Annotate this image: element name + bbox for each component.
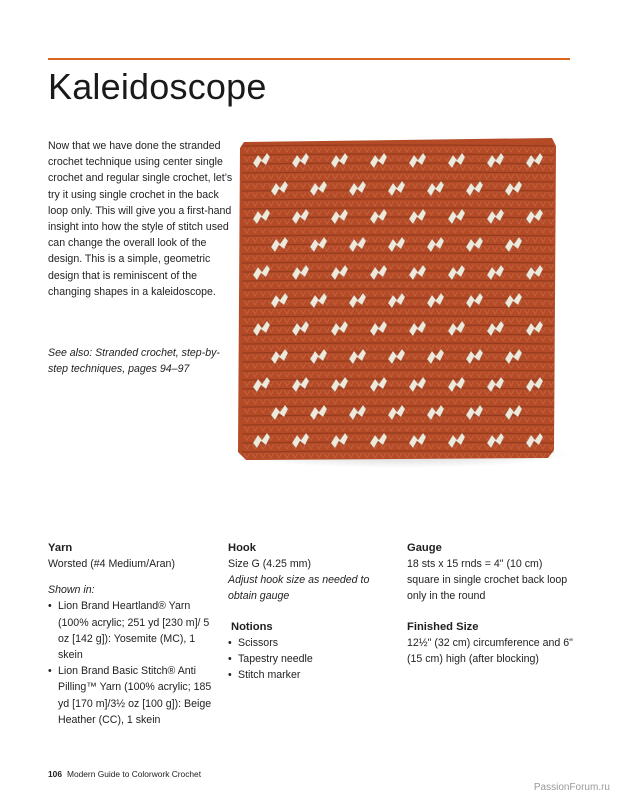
page-footer [48, 769, 201, 779]
finished-size-text: 12½" (32 cm) circumference and 6" (15 cm) high (after blocking) [407, 636, 573, 665]
notions-item: • Scissors [228, 635, 396, 651]
notions-item: • Stitch marker [228, 667, 396, 683]
hook-heading: Hook [228, 542, 256, 554]
hook-note: Adjust hook size as needed to obtain gauge [228, 574, 370, 603]
finished-size-heading: Finished Size [407, 620, 479, 633]
crochet-swatch-image [232, 132, 564, 468]
yarn-section [48, 540, 218, 728]
notions-list [228, 635, 396, 684]
yarn-heading: Yarn [48, 542, 73, 554]
intro-paragraph [48, 138, 233, 300]
intro-text: Now that we have done the stranded crochet technique using center single crochet and regular single crochet, let’s try it using single crochet in the back loop only. This will give you a first-hand insight into how the style of stitch used can change the overall look of the design. This is a simple, geometric design that is reminiscent of the changing shapes in a kaleidoscope. [48, 140, 233, 298]
see-also-note: See also: Stranded crochet, step-by-step techniques, pages 94–97 [48, 347, 220, 376]
shown-in-label: Shown in: [48, 584, 95, 597]
swatch-photo [232, 132, 564, 468]
yarn-list [48, 598, 218, 728]
notions-item: • Tapestry needle [228, 651, 396, 667]
gauge-heading: Gauge [407, 542, 442, 554]
book-title: Modern Guide to Colorwork Crochet [66, 769, 202, 779]
header-rule [48, 58, 570, 60]
page-title: Kaleidoscope [48, 66, 267, 107]
gauge-section [407, 540, 577, 667]
watermark: PassionForum.ru [533, 782, 610, 793]
yarn-item: • Lion Brand Basic Stitch® Anti Pilling™ Yarn (100% acrylic; 185 yd [170 m]/3½ oz [100 g]): Beige Heather (CC), 1 skein [48, 663, 218, 728]
hook-size: Size G (4.25 mm) [228, 558, 312, 570]
page-number: 106 [48, 769, 62, 779]
hook-section [228, 540, 396, 683]
notions-heading: Notions [231, 620, 273, 633]
yarn-item: • Lion Brand Heartland® Yarn (100% acrylic; 251 yd [230 m]/ 5 oz [142 g]): Yosemite (MC), 1 skein [48, 598, 218, 663]
gauge-text: 18 sts x 15 rnds = 4" (10 cm) square in single crochet back loop only in the round [407, 558, 568, 603]
yarn-weight: Worsted (#4 Medium/Aran) [48, 558, 175, 570]
